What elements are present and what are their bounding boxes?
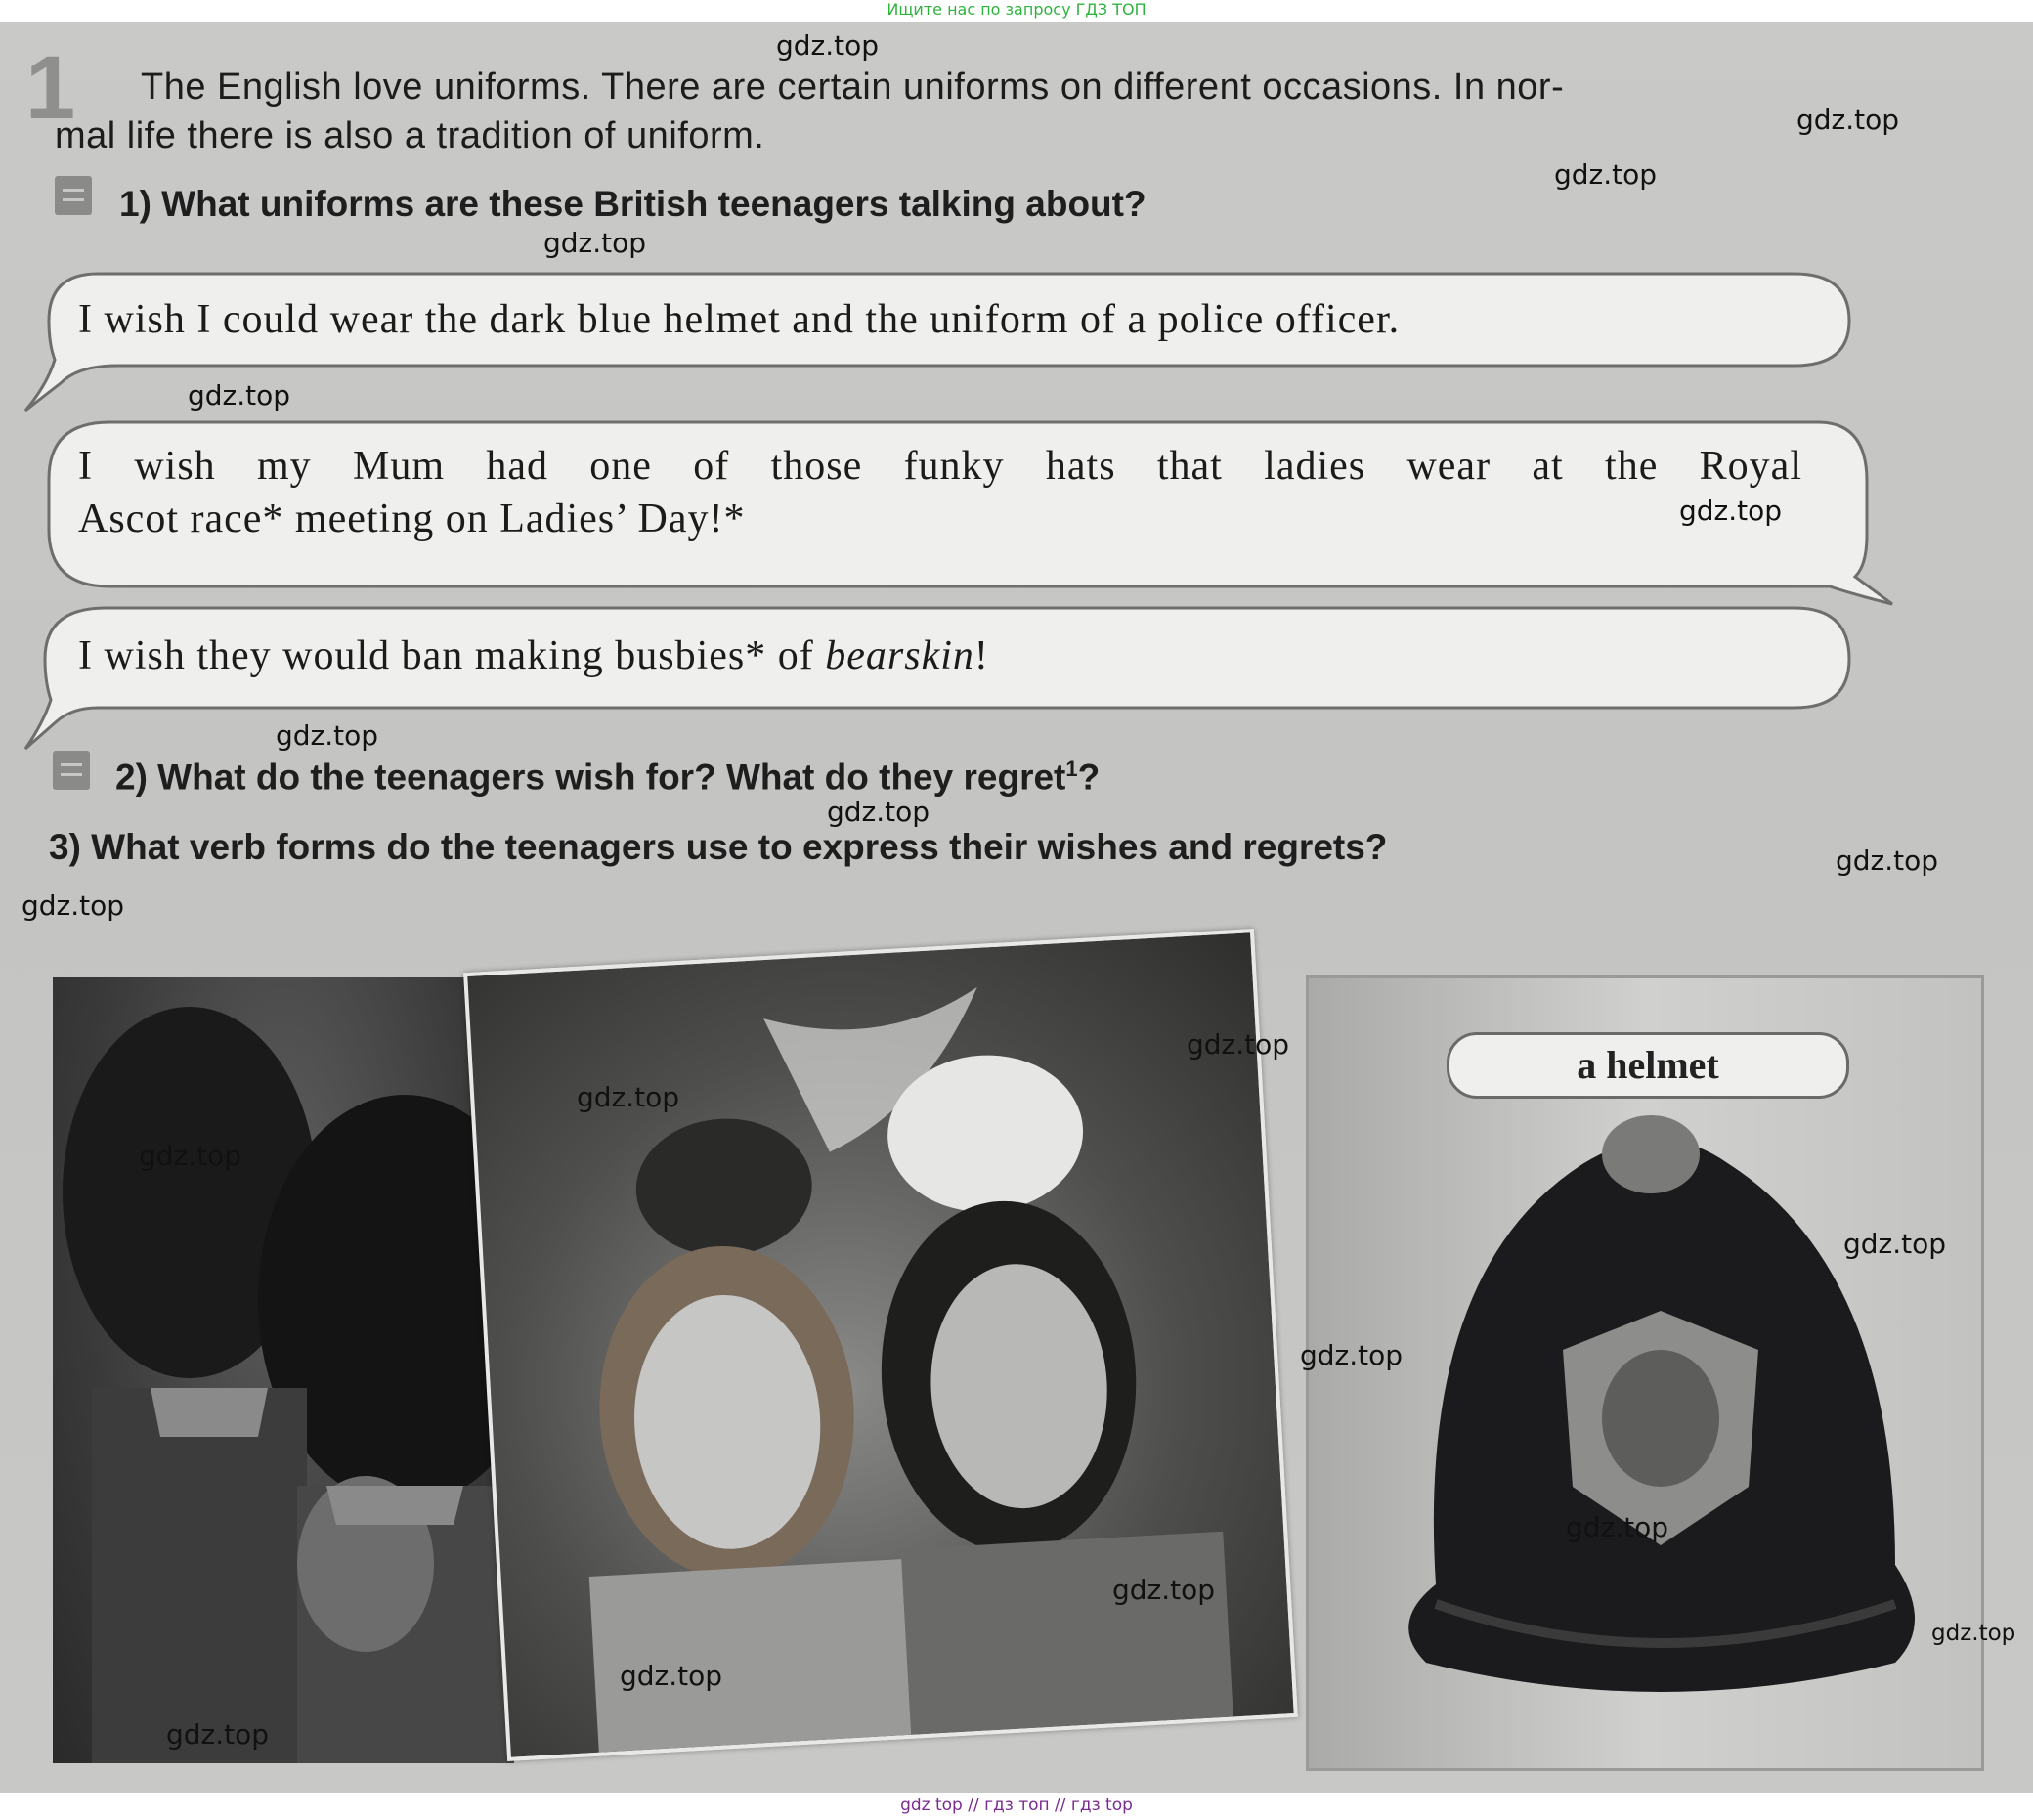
ladies-illustration: [467, 932, 1293, 1757]
watermark: gdz.top: [827, 796, 930, 828]
guards-illustration: [53, 977, 514, 1763]
bubble-3-text: [78, 629, 989, 682]
question-2-text: 2) What do the teenagers wish for? What do they regret: [115, 757, 1066, 798]
bubble-2-text: [78, 440, 1802, 545]
intro-line-1: The English love uniforms. There are certain uniforms on different occasions. In nor-: [141, 66, 1565, 108]
watermark: gdz.top: [1300, 1339, 1404, 1371]
question-3: 3) What verb forms do the teenagers use to express their wishes and regrets?: [49, 827, 1388, 867]
book-icon: [53, 751, 90, 790]
bubble-2-line-1: I wish my Mum had one of those funky hats that ladies wear at the Royal: [78, 444, 1802, 489]
guards-photo: [53, 977, 514, 1763]
bubble-2-line-2: Ascot race* meeting on Ladies’ Day!*: [78, 497, 746, 542]
watermark: gdz.top: [1931, 1621, 2016, 1646]
textbook-page: [0, 22, 2033, 1793]
speech-bubbles: [0, 22, 2033, 803]
helmet-label: a helmet: [1447, 1032, 1849, 1099]
watermark: gdz.top: [276, 719, 379, 752]
watermark: gdz.top: [166, 1718, 270, 1751]
intro-line-2: mal life there is also a tradition of uniform.: [55, 115, 765, 156]
watermark: gdz.top: [1566, 1511, 1669, 1543]
bottom-banner[interactable]: gdz top // гдз топ // гдз top: [900, 1796, 1133, 1815]
bubble-3-italic: bearskin: [825, 633, 974, 678]
watermark: gdz.top: [139, 1140, 242, 1172]
watermark: gdz.top: [776, 29, 880, 62]
watermark: gdz.top: [1796, 104, 1900, 136]
watermark: gdz.top: [577, 1081, 680, 1113]
watermark: gdz.top: [188, 379, 291, 412]
footnote-marker: 1: [1065, 757, 1078, 781]
question-1: 1) What uniforms are these British teenagers talking about?: [119, 184, 1146, 224]
bubble-1-text: I wish I could wear the dark blue helmet and the uniform of a police officer.: [78, 297, 1401, 342]
watermark: gdz.top: [22, 889, 125, 922]
watermark: gdz.top: [1112, 1574, 1216, 1606]
watermark: gdz.top: [1679, 495, 1783, 527]
watermark: gdz.top: [620, 1660, 723, 1692]
question-2-end: ?: [1077, 757, 1101, 798]
exercise-number: 1: [25, 38, 76, 138]
watermark: gdz.top: [1554, 158, 1658, 191]
bubble-3-prefix: I wish they would ban making busbies* of: [78, 633, 826, 678]
question-2: [115, 757, 1100, 798]
top-banner[interactable]: Ищите нас по запросу ГДЗ ТОП: [887, 0, 1146, 19]
watermark: gdz.top: [1187, 1028, 1290, 1061]
bubble-3-suffix: !: [973, 633, 989, 678]
ladies-hats-photo: [463, 929, 1298, 1761]
watermark: gdz.top: [543, 227, 647, 259]
watermark: gdz.top: [1843, 1228, 1947, 1260]
watermark: gdz.top: [1836, 845, 1939, 877]
